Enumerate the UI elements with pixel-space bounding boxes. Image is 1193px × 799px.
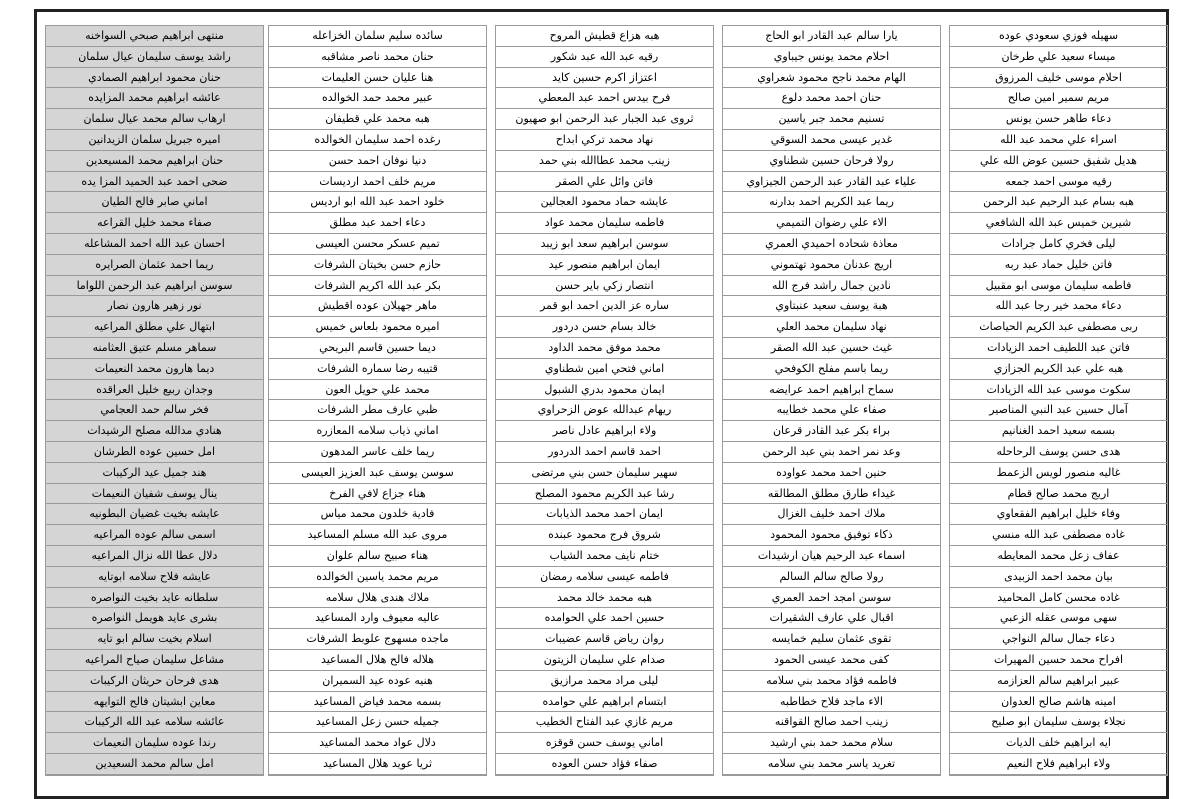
name-cell: سلام محمد حمد بني ارشيد bbox=[723, 733, 940, 754]
name-cell: احلام محمد يونس جيباوي bbox=[723, 47, 940, 68]
name-cell: سوسن ابراهيم عبد الرحمن اللواما bbox=[46, 276, 263, 297]
name-cell: عبير محمد حمد الخوالده bbox=[269, 88, 486, 109]
name-cell: اريج محمد صالح قطام bbox=[950, 484, 1167, 505]
name-cell: عايشه حماد محمود العجالين bbox=[496, 192, 713, 213]
name-cell: رغده احمد سليمان الخوالده bbox=[269, 130, 486, 151]
name-cell: ايمان ابراهيم منصور عيد bbox=[496, 255, 713, 276]
name-cell: ايمان احمد محمد الذيابات bbox=[496, 504, 713, 525]
name-cell: سائده سليم سلمان الخزاعله bbox=[269, 26, 486, 47]
name-cell: فاتن وائل علي الصقر bbox=[496, 172, 713, 193]
name-cell: جميله حسن زعل المساعيد bbox=[269, 712, 486, 733]
name-cell: غاليه منصور لويس الزعمط bbox=[950, 463, 1167, 484]
name-cell: صفاء محمد خليل القراعه bbox=[46, 213, 263, 234]
name-cell: زينب احمد صالح القواقنه bbox=[723, 712, 940, 733]
name-cell: سهيله فوزي سعودي عوده bbox=[950, 26, 1167, 47]
name-cell: انتصار زكي باير حسن bbox=[496, 276, 713, 297]
name-cell: دلال عواد محمد المساعيد bbox=[269, 733, 486, 754]
name-cell: قتيبه رضا سماره الشرفات bbox=[269, 359, 486, 380]
name-cell: خلود احمد عبد الله ابو ارديس bbox=[269, 192, 486, 213]
name-cell: فاطمه فؤاد محمد بني سلامه bbox=[723, 671, 940, 692]
name-cell: سكوت موسى عبد الله الزيادات bbox=[950, 380, 1167, 401]
name-cell: حنان محمود ابراهيم الصمادي bbox=[46, 68, 263, 89]
name-cell: شيرين خميس عبد الله الشافعي bbox=[950, 213, 1167, 234]
name-cell: امل سالم محمد السعيدين bbox=[46, 754, 263, 775]
name-cell: ريما خلف عاسر المدهون bbox=[269, 442, 486, 463]
name-cell: دعاء طاهر حسن يونس bbox=[950, 109, 1167, 130]
name-cell: اميره محمود بلعاس خميس bbox=[269, 317, 486, 338]
name-cell: حنان احمد محمد دلوع bbox=[723, 88, 940, 109]
name-cell: منتهى ابراهيم صبحي السواخنه bbox=[46, 26, 263, 47]
name-cell: حنان محمد ناصر مشاقبه bbox=[269, 47, 486, 68]
name-cell: بسمه سعيد احمد الغنانيم bbox=[950, 421, 1167, 442]
name-cell: عاليه معيوف وارد المساعيد bbox=[269, 608, 486, 629]
name-cell: عايشه فلاح سلامه ابوتايه bbox=[46, 567, 263, 588]
name-cell: اسماء عبد الرحيم هيان ارشيدات bbox=[723, 546, 940, 567]
name-cell: ريما احمد عثمان الصرايره bbox=[46, 255, 263, 276]
name-cell: ضحى احمد عبد الحميد المزا يده bbox=[46, 172, 263, 193]
name-cell: رولا صالح سالم السالم bbox=[723, 567, 940, 588]
name-cell: ايه ابراهيم خلف الديات bbox=[950, 733, 1167, 754]
name-cell: دنيا نوفان احمد حسن bbox=[269, 151, 486, 172]
name-cell: زينب محمد عطاالله بني حمد bbox=[496, 151, 713, 172]
name-cell: صدام علي سليمان الزيتون bbox=[496, 650, 713, 671]
name-cell: ماجده مسهوج علوبط الشرفات bbox=[269, 629, 486, 650]
name-cell: ساره عز الدين احمد ابو قمر bbox=[496, 296, 713, 317]
name-cell: ماهر جهيلان عوده اقطيش bbox=[269, 296, 486, 317]
name-cell: ظبي عارف مطر الشرفات bbox=[269, 400, 486, 421]
name-cell: حازم حسن بخيتان الشرفات bbox=[269, 255, 486, 276]
name-cell: ليلى فخري كامل جرادات bbox=[950, 234, 1167, 255]
name-cell: فاتن عبد اللطيف احمد الزيادات bbox=[950, 338, 1167, 359]
name-cell: عائشه ابراهيم محمد المزايده bbox=[46, 88, 263, 109]
name-cell: هلاله فالح هلال المساعيد bbox=[269, 650, 486, 671]
name-cell: فخر سالم حمد العجامي bbox=[46, 400, 263, 421]
name-cell: غاده محسن كامل المحاميد bbox=[950, 588, 1167, 609]
name-cell: سوسن امجد احمد العمري bbox=[723, 588, 940, 609]
name-cell: احلام موسى خليف المرزوق bbox=[950, 68, 1167, 89]
name-cell: دعاء احمد عبد مطلق bbox=[269, 213, 486, 234]
name-cell: بسمه محمد فياض المساعيد bbox=[269, 692, 486, 713]
name-list-sheet bbox=[34, 9, 1169, 799]
name-cell: نهاد محمد تركي ابداح bbox=[496, 130, 713, 151]
name-cell: راشد يوسف سليمان عيال سلمان bbox=[46, 47, 263, 68]
name-cell: دعاء محمد خير رجا عبد الله bbox=[950, 296, 1167, 317]
name-cell: عفاف زعل محمد المعايطه bbox=[950, 546, 1167, 567]
name-cell: ايمان محمود بدري الشبول bbox=[496, 380, 713, 401]
name-cell: فادية خلدون محمد مياس bbox=[269, 504, 486, 525]
name-cell: الاء ماجد فلاح خطاطبه bbox=[723, 692, 940, 713]
name-cell: فاطمه سليمان موسى ابو مقبيل bbox=[950, 276, 1167, 297]
name-cell: ثروى عبد الجبار عبد الرحمن ابو صهيون bbox=[496, 109, 713, 130]
name-cell: ثريا عويد هلال المساعيد bbox=[269, 754, 486, 775]
name-cell: مريم سمير امين صالح bbox=[950, 88, 1167, 109]
name-cell: دعاء جمال سالم النواجي bbox=[950, 629, 1167, 650]
name-cell: سهى موسى عقله الزعبي bbox=[950, 608, 1167, 629]
name-cell: معاذة شحاده احميدي العمري bbox=[723, 234, 940, 255]
name-cell: ختام نايف محمد الشياب bbox=[496, 546, 713, 567]
name-cell: ريما عبد الكريم احمد بدارنه bbox=[723, 192, 940, 213]
name-cell: رولا فرحان حسين شطناوي bbox=[723, 151, 940, 172]
name-cell: حسين احمد علي الحوامده bbox=[496, 608, 713, 629]
name-cell: هديل شفيق حسين عوض الله علي bbox=[950, 151, 1167, 172]
name-cell: تسنيم محمد جبر ياسين bbox=[723, 109, 940, 130]
name-cell: هبه بسام عبد الرحيم عبد الرحمن bbox=[950, 192, 1167, 213]
name-cell: كفى محمد عيسى الحمود bbox=[723, 650, 940, 671]
name-cell: علياء عبد القادر عبد الرحمن الجيزاوي bbox=[723, 172, 940, 193]
name-cell: هبه علي عبد الكريم الجزازي bbox=[950, 359, 1167, 380]
name-cell: نهاد سليمان محمد العلي bbox=[723, 317, 940, 338]
name-cell: غيث حسين عبد الله الصقر bbox=[723, 338, 940, 359]
name-cell: رندا عوده سليمان النعيمات bbox=[46, 733, 263, 754]
name-cell: هبه هزاع قطيش المروح bbox=[496, 26, 713, 47]
name-cell: اقبال علي عارف الشقيرات bbox=[723, 608, 940, 629]
name-cell: محمد علي حويل العون bbox=[269, 380, 486, 401]
name-cell: عايشه بخيت غضيان البطونيه bbox=[46, 504, 263, 525]
name-cell: بكر عبد الله اكريم الشرفات bbox=[269, 276, 486, 297]
name-cell: ديما هارون محمد النعيمات bbox=[46, 359, 263, 380]
name-cell: ديما حسين قاسم البريحي bbox=[269, 338, 486, 359]
name-cell: ليلى مراد محمد مرازيق bbox=[496, 671, 713, 692]
name-cell: اسلام بخيت سالم ابو تايه bbox=[46, 629, 263, 650]
name-cell: سوسن يوسف عبد العزيز العيسى bbox=[269, 463, 486, 484]
name-cell: سوسن ابراهيم سعد ابو زيبد bbox=[496, 234, 713, 255]
name-cell: مروى عبد الله مسلم المساعيد bbox=[269, 525, 486, 546]
name-cell: ملاك هندى هلال سلامه bbox=[269, 588, 486, 609]
name-cell: تقوى عثمان سليم خمايسه bbox=[723, 629, 940, 650]
name-cell: عبير ابراهيم سالم العزازمه bbox=[950, 671, 1167, 692]
name-cell: هبه محمد خالد محمد bbox=[496, 588, 713, 609]
name-cell: مريم غازي عبد الفتاح الخطيب bbox=[496, 712, 713, 733]
name-cell: فرح بيدس احمد عبد المعطي bbox=[496, 88, 713, 109]
name-cell: ولاء ابراهيم عادل ناصر bbox=[496, 421, 713, 442]
name-cell: فاتن خليل حماد عبد ربه bbox=[950, 255, 1167, 276]
name-cell: شروق فرج محمود عبنده bbox=[496, 525, 713, 546]
name-cell: هبه محمد علي قطيفان bbox=[269, 109, 486, 130]
name-cell: سهير سليمان حسن بني مرتضى bbox=[496, 463, 713, 484]
name-cell: سماهر مسلم عتيق العثامنه bbox=[46, 338, 263, 359]
name-cell: ولاء ابراهيم فلاح النعيم bbox=[950, 754, 1167, 775]
name-cell: ريما باسم مفلح الكوفحي bbox=[723, 359, 940, 380]
name-cell: ربى مصطفى عبد الكريم الحياصات bbox=[950, 317, 1167, 338]
name-cell: احمد قاسم احمد الدردور bbox=[496, 442, 713, 463]
name-cell: غيداء طارق مطلق المطالقه bbox=[723, 484, 940, 505]
name-cell: افراح محمد حسين المهيرات bbox=[950, 650, 1167, 671]
name-cell: ابتسام ابراهيم علي حوامده bbox=[496, 692, 713, 713]
name-cell: براء بكر عبد القادر قرعان bbox=[723, 421, 940, 442]
name-cell: حنين احمد محمد عواوده bbox=[723, 463, 940, 484]
name-cell: رقيه موسى احمد جمعه bbox=[950, 172, 1167, 193]
name-cell: دلال عطا الله نزال المراعيه bbox=[46, 546, 263, 567]
name-cell: ابتهال علي مطلق المراعيه bbox=[46, 317, 263, 338]
name-cell: اسراء علي محمد عبد الله bbox=[950, 130, 1167, 151]
name-cell: روان رياض قاسم عضيبات bbox=[496, 629, 713, 650]
name-cell: اماني فتحي امين شطناوي bbox=[496, 359, 713, 380]
name-cell: نور زهير هارون نصار bbox=[46, 296, 263, 317]
names-column-1 bbox=[45, 25, 264, 776]
name-cell: حنان ابراهيم محمد المسيعدين bbox=[46, 151, 263, 172]
name-cell: آمال حسين عبد النبي المناصير bbox=[950, 400, 1167, 421]
name-cell: الاء علي رضوان التميمي bbox=[723, 213, 940, 234]
name-cell: غدير عيسى محمد السوقي bbox=[723, 130, 940, 151]
name-cell: اماني ذياب سلامه المعازره bbox=[269, 421, 486, 442]
name-cell: مريم خلف احمد ارديسات bbox=[269, 172, 486, 193]
name-cell: صفاء فؤاد حسن العوده bbox=[496, 754, 713, 775]
name-cell: بيان محمد احمد الزبيدى bbox=[950, 567, 1167, 588]
name-cell: مريم محمد ياسين الخوالده bbox=[269, 567, 486, 588]
name-cell: اريج عدنان محمود تهتموني bbox=[723, 255, 940, 276]
name-cell: فاطمه عيسى سلامه رمضان bbox=[496, 567, 713, 588]
name-cell: هناء جزاع لافي الفرخ bbox=[269, 484, 486, 505]
name-cell: محمد موفق محمد الداود bbox=[496, 338, 713, 359]
name-cell: فاطمه سليمان محمد عواد bbox=[496, 213, 713, 234]
name-cell: امل حسين عوده الطرشان bbox=[46, 442, 263, 463]
name-cell: خالد بسام حسن دردور bbox=[496, 317, 713, 338]
name-cell: ريهام عبدالله عوض الزحراوي bbox=[496, 400, 713, 421]
name-cell: ملاك احمد خليف الغزال bbox=[723, 504, 940, 525]
name-cell: غاده مصطفى عبد الله منسي bbox=[950, 525, 1167, 546]
name-cell: عائشه سلامه عبد الله الركيبات bbox=[46, 712, 263, 733]
name-cell: وجدان ربيع خليل العراقده bbox=[46, 380, 263, 401]
name-cell: تغريد ياسر محمد بني سلامه bbox=[723, 754, 940, 775]
name-cell: نجلاء يوسف سليمان ابو صليح bbox=[950, 712, 1167, 733]
name-cell: وفاء خليل ابراهيم الفقعاوي bbox=[950, 504, 1167, 525]
name-cell: سماح ابراهيم احمد عرايضه bbox=[723, 380, 940, 401]
name-cell: ميساء سعيد علي طرخان bbox=[950, 47, 1167, 68]
name-cell: يارا سالم عبد القادر ابو الحاج bbox=[723, 26, 940, 47]
name-cell: احسان عبد الله احمد المشاعله bbox=[46, 234, 263, 255]
name-cell: وعد نمر احمد بني عبد الرحمن bbox=[723, 442, 940, 463]
name-cell: ينال يوسف شفيان النعيمات bbox=[46, 484, 263, 505]
name-cell: رقيه عبد الله عبد شكور bbox=[496, 47, 713, 68]
name-cell: سلطانه عايد بخيت النواصره bbox=[46, 588, 263, 609]
name-cell: هناء صبيح سالم علوان bbox=[269, 546, 486, 567]
name-cell: هنا عليان حسن العليمات bbox=[269, 68, 486, 89]
name-cell: هند جميل عيد الركيبات bbox=[46, 463, 263, 484]
name-cell: هدى حسن يوسف الرحاحله bbox=[950, 442, 1167, 463]
name-cell: هبة يوسف سعيد عنبتاوي bbox=[723, 296, 940, 317]
names-column-3 bbox=[495, 25, 714, 776]
name-cell: اماني صابر فالح الطيان bbox=[46, 192, 263, 213]
name-cell: هنادي مدالله مصلح الرشيدات bbox=[46, 421, 263, 442]
name-cell: ارهاب سالم محمد عيال سلمان bbox=[46, 109, 263, 130]
name-cell: تميم عسكر محسن العيسى bbox=[269, 234, 486, 255]
name-cell: ذكاء توفيق محمود المحمود bbox=[723, 525, 940, 546]
name-cell: اماني يوسف حسن قوقزه bbox=[496, 733, 713, 754]
names-column-4 bbox=[722, 25, 941, 776]
name-cell: اسمى سالم عوده المراعيه bbox=[46, 525, 263, 546]
names-column-5 bbox=[949, 25, 1168, 776]
names-column-2 bbox=[268, 25, 487, 776]
name-cell: هنيه عوده عيد السميران bbox=[269, 671, 486, 692]
name-cell: هدى فرحان حريثان الركيبات bbox=[46, 671, 263, 692]
name-cell: معاين ابشيتان فالح التوايهه bbox=[46, 692, 263, 713]
name-cell: امينه هاشم صالح العدوان bbox=[950, 692, 1167, 713]
name-cell: صفاء علي محمد خطايبه bbox=[723, 400, 940, 421]
name-cell: رشا عبد الكريم محمود المصلح bbox=[496, 484, 713, 505]
name-cell: الهام محمد ناجح محمود شعراوي bbox=[723, 68, 940, 89]
name-cell: نادين جمال راشد فرج الله bbox=[723, 276, 940, 297]
name-cell: بشرى عايد هويمل النواصره bbox=[46, 608, 263, 629]
name-cell: اعتزاز اكرم حسين كايد bbox=[496, 68, 713, 89]
name-cell: اميره جبريل سلمان الزيدانين bbox=[46, 130, 263, 151]
name-cell: مشاعل سليمان صياح المراعيه bbox=[46, 650, 263, 671]
